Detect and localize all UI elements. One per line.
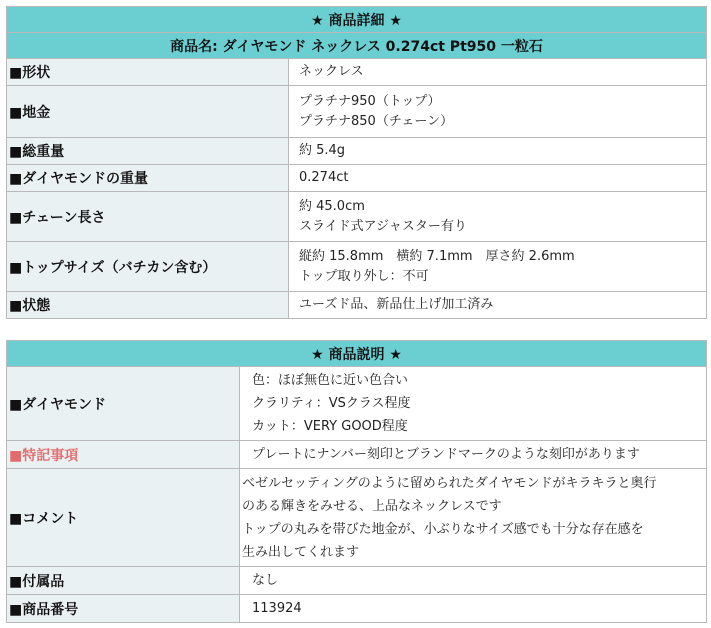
- row-value-top-size: 縦約 15.8mm 横約 7.1mm 厚さ約 2.6mm トップ取り外し：不可: [289, 242, 707, 292]
- row-value-item-number: 113924: [240, 595, 707, 623]
- row-label-diamond: ■ダイヤモンド: [7, 367, 240, 441]
- product-description-table: [6, 340, 707, 623]
- table-row: [7, 469, 707, 567]
- row-label-condition: ■状態: [7, 292, 289, 319]
- row-value-condition: ユーズド品、新品仕上げ加工済み: [289, 292, 707, 319]
- row-label-item-number: ■商品番号: [7, 595, 240, 623]
- row-label-diamond-weight: ■ダイヤモンドの重量: [7, 165, 289, 192]
- table-row: [7, 595, 707, 623]
- table-row: [7, 59, 707, 86]
- row-label-chain-length: ■チェーン長さ: [7, 192, 289, 242]
- row-label-metal: ■地金: [7, 86, 289, 138]
- row-value-comment: ベゼルセッティングのように留められたダイヤモンドがキラキラと奥行 のある輝きをみせる、上品なネックレスです トップの丸みを帯びた地金が、小ぶりなサイズ感でも十分な存在感を 生み出してくれます: [240, 469, 707, 567]
- detail-header: ★ 商品詳細 ★: [7, 7, 707, 33]
- row-value-chain-length: 約 45.0cm スライド式アジャスター有り: [289, 192, 707, 242]
- product-name: 商品名: ダイヤモンド ネックレス 0.274ct Pt950 一粒石: [7, 33, 707, 59]
- row-value-accessories: なし: [240, 567, 707, 595]
- table-row: [7, 292, 707, 319]
- table-row: [7, 367, 707, 441]
- row-value-diamond: 色：ほぼ無色に近い色合い クラリティ：VSクラス程度 カット：VERY GOOD程度: [240, 367, 707, 441]
- row-label-total-weight: ■総重量: [7, 138, 289, 165]
- table-row: [7, 192, 707, 242]
- row-label-top-size: ■トップサイズ（バチカン含む）: [7, 242, 289, 292]
- row-value-shape: ネックレス: [289, 59, 707, 86]
- row-label-notes: ■特記事項: [7, 441, 240, 469]
- table-row: [7, 86, 707, 138]
- row-value-total-weight: 約 5.4g: [289, 138, 707, 165]
- row-value-metal: プラチナ950（トップ） プラチナ850（チェーン）: [289, 86, 707, 138]
- table-row: [7, 567, 707, 595]
- table-row: [7, 441, 707, 469]
- row-label-accessories: ■付属品: [7, 567, 240, 595]
- table-row: [7, 138, 707, 165]
- row-value-notes: プレートにナンバー刻印とブランドマークのような刻印があります: [240, 441, 707, 469]
- row-label-comment: ■コメント: [7, 469, 240, 567]
- description-header: ★ 商品説明 ★: [7, 341, 707, 367]
- product-detail-table: [6, 6, 707, 319]
- table-row: [7, 165, 707, 192]
- row-label-shape: ■形状: [7, 59, 289, 86]
- row-value-diamond-weight: 0.274ct: [289, 165, 707, 192]
- table-row: [7, 242, 707, 292]
